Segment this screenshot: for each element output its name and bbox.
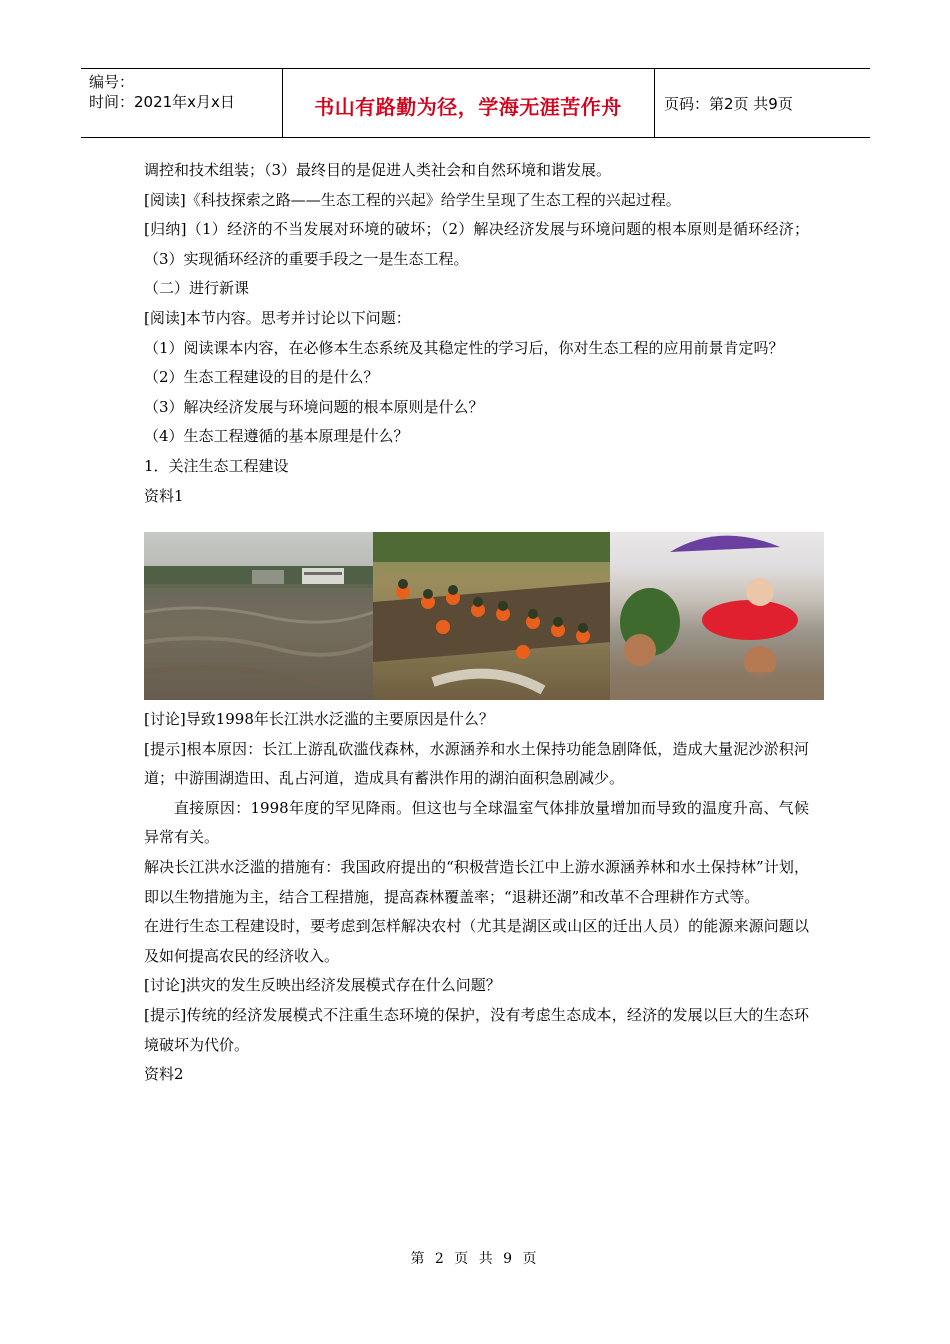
paragraph: [阅读]《科技探索之路——生态工程的兴起》给学生呈现了生态工程的兴起过程。 bbox=[144, 190, 681, 209]
page-footer: 第 2 页 共 9 页 bbox=[410, 1251, 540, 1267]
question-item: （3）解决经济发展与环境问题的根本原则是什么？ bbox=[144, 397, 484, 416]
soldiers-dike-illustration bbox=[373, 532, 611, 700]
document-number-label: 编号： bbox=[89, 73, 135, 91]
motto-text: 书山有路勤为径，学海无涯苦作舟 bbox=[314, 95, 622, 119]
page-header bbox=[81, 68, 870, 138]
question-item: （4）生态工程遵循的基本原理是什么？ bbox=[144, 427, 409, 446]
document-body-continued bbox=[144, 705, 809, 1090]
question-item: （2）生态工程建设的目的是什么？ bbox=[144, 368, 379, 387]
material-label: 资料1 bbox=[144, 486, 184, 505]
flooded-village-illustration bbox=[144, 532, 374, 700]
paragraph: 在进行生态工程建设时，要考虑到怎样解决农村（尤其是湖区或山区的迁出人员）的能源来源问题以及如何提高农民的经济收入。 bbox=[144, 917, 809, 965]
header-motto-cell bbox=[282, 69, 655, 137]
rescue-baby-illustration bbox=[610, 532, 824, 700]
paragraph: 解决长江洪水泛滥的措施有：我国政府提出的“积极营造长江中上游水源涵养林和水土保持林”计划，即以生物措施为主，结合工程措施，提高森林覆盖率；“退耕还湖”和改革不合理耕作方式等。 bbox=[144, 857, 809, 906]
hint-paragraph: 直接原因：1998年度的罕见降雨。但这也与全球温室气体排放量增加而导致的温度升高、气候异常有关。 bbox=[144, 798, 809, 847]
paragraph: [归纳]（1）经济的不当发展对环境的破坏；（2）解决经济发展与环境问题的根本原则是循环经济；（3）实现循环经济的重要手段之一是生态工程。 bbox=[144, 220, 809, 268]
discussion-question: [讨论]导致1998年长江洪水泛滥的主要原因是什么？ bbox=[144, 710, 494, 728]
flooded-village-photo bbox=[144, 532, 374, 700]
document-body bbox=[144, 156, 809, 511]
flood-photo-strip bbox=[144, 532, 824, 700]
header-page-cell bbox=[654, 69, 870, 137]
paragraph: 调控和技术组装；（3）最终目的是促进人类社会和自然环境和谐发展。 bbox=[144, 161, 612, 179]
paragraph: [阅读]本节内容。思考并讨论以下问题： bbox=[144, 308, 411, 327]
section-heading: （二）进行新课 bbox=[144, 279, 250, 298]
header-page-number: 页码：第2页 共9页 bbox=[664, 95, 793, 113]
header-info-cell bbox=[81, 69, 283, 137]
rescue-baby-photo bbox=[610, 532, 824, 700]
material-label: 资料2 bbox=[144, 1065, 184, 1084]
question-item: （1）阅读课本内容，在必修本生态系统及其稳定性的学习后，你对生态工程的应用前景肯定吗？ bbox=[144, 338, 784, 357]
hint-paragraph: [提示]传统的经济发展模式不注重生态环境的保护，没有考虑生态成本，经济的发展以巨大的生态环境破坏为代价。 bbox=[144, 1005, 809, 1054]
discussion-question: [讨论]洪灾的发生反映出经济发展模式存在什么问题？ bbox=[144, 976, 501, 995]
document-date-label: 时间：2021年x月x日 bbox=[89, 93, 235, 111]
soldiers-dike-photo bbox=[373, 532, 611, 700]
subsection-heading: 1．关注生态工程建设 bbox=[144, 456, 289, 475]
hint-paragraph: [提示]根本原因：长江上游乱砍滥伐森林，水源涵养和水土保持功能急剧降低，造成大量泥沙淤积河道；中游围湖造田、乱占河道，造成具有蓄洪作用的湖泊面积急剧减少。 bbox=[144, 739, 809, 788]
